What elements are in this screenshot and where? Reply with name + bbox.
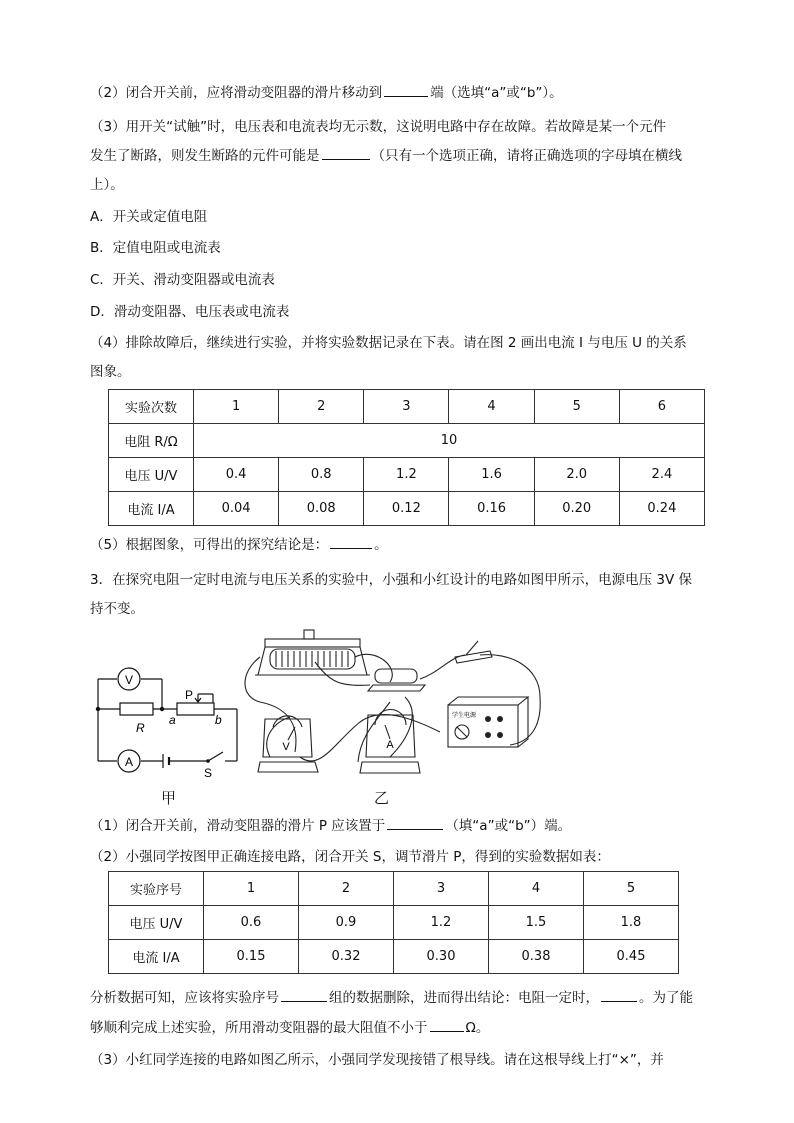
- table-cell: 1: [204, 872, 299, 906]
- q3-analysis-line1: [90, 984, 715, 1012]
- apparatus-drawing-yi: [240, 627, 550, 787]
- q3-analysis-line2: [90, 1014, 715, 1042]
- table-cell: 3: [364, 390, 449, 424]
- answer-blank[interactable]: [281, 987, 327, 1002]
- answer-blank[interactable]: [430, 1017, 464, 1032]
- table-cell: 2.0: [534, 458, 619, 492]
- table-cell: 0.8: [279, 458, 364, 492]
- q3-intro-line2: 持不变。: [90, 601, 144, 617]
- q2-part5: [90, 531, 715, 559]
- option-c: C．开关、滑动变阻器或电流表: [90, 272, 275, 288]
- table-header-cell: 实验次数: [109, 390, 194, 424]
- q2-part3-text: 发生了断路，则发生断路的元件可能是: [90, 148, 320, 164]
- table-cell: 1: [194, 390, 279, 424]
- q3-part3: （3）小红同学连接的电路如图乙所示，小强同学发现接错了根导线。请在这根导线上打“×”，并: [90, 1052, 664, 1068]
- answer-blank[interactable]: [322, 145, 370, 160]
- q3-part1-text: （1）闭合开关前，滑动变阻器的滑片 P 应该置于: [90, 818, 386, 834]
- q3-analysis-text-mid: 组的数据删除，进而得出结论：电阻一定时，: [329, 990, 599, 1006]
- q2-part3-line3: 上）。: [90, 177, 124, 193]
- power-supply-label: 学生电源: [452, 713, 477, 719]
- answer-blank[interactable]: [387, 815, 443, 830]
- option-d: D．滑动变阻器、电压表或电流表: [90, 304, 290, 320]
- ammeter-label: A: [386, 739, 394, 751]
- table-cell: 0.08: [279, 492, 364, 526]
- option-b: B．定值电阻或电流表: [90, 240, 221, 256]
- table-cell: 0.12: [364, 492, 449, 526]
- table-cell: 1.5: [489, 906, 584, 940]
- q3-analysis-text: 够顺利完成上述实验，所用滑动变阻器的最大阻值不小于: [90, 1020, 428, 1036]
- data-table-2: [108, 871, 679, 974]
- table-cell: 0.32: [299, 940, 394, 974]
- table-cell: 5: [534, 390, 619, 424]
- table-cell: 0.20: [534, 492, 619, 526]
- q3-part2: （2）小强同学按图甲正确连接电路，闭合开关 S，调节滑片 P，得到的实验数据如表：: [90, 849, 610, 865]
- q2-part3-line1: （3）用开关“试触”时，电压表和电流表均无示数，这说明电路中存在故障。若故障是某一个元件: [90, 119, 667, 135]
- figure-caption-yi: 乙: [374, 789, 390, 807]
- table-cell: 0.30: [394, 940, 489, 974]
- table-cell: 0.15: [204, 940, 299, 974]
- table-cell: 2: [299, 872, 394, 906]
- table-cell: 0.24: [619, 492, 704, 526]
- data-table-1: [108, 389, 705, 526]
- slider-label: P: [185, 688, 194, 702]
- q2-part5-text: （5）根据图象，可得出的探究结论是：: [90, 537, 329, 553]
- q2-part4-line2: 图象。: [90, 364, 131, 380]
- table-cell: 1.6: [449, 458, 534, 492]
- table-header-cell: 电压 U/V: [109, 906, 204, 940]
- circuit-diagram-jia: [90, 660, 250, 780]
- q2-part2-text: （2）闭合开关前，应将滑动变阻器的滑片移动到: [90, 85, 383, 101]
- q3-analysis-text: 分析数据可知，应该将实验序号: [90, 990, 279, 1006]
- table-header-cell: 电流 I/A: [109, 940, 204, 974]
- table-cell: 2.4: [619, 458, 704, 492]
- end-b-label: b: [215, 713, 222, 727]
- table-row: [109, 390, 705, 424]
- q2-part4-line1: （4）排除故障后，继续进行实验，并将实验数据记录在下表。请在图 2 画出电流 I 与电压 U 的关系: [90, 335, 687, 351]
- voltmeter-label: V: [282, 741, 290, 753]
- table-cell: 4: [489, 872, 584, 906]
- table-row: [109, 872, 679, 906]
- table-cell: 1.2: [394, 906, 489, 940]
- table-cell: 0.04: [194, 492, 279, 526]
- table-cell: 0.45: [584, 940, 679, 974]
- table-cell: 6: [619, 390, 704, 424]
- table-cell: 4: [449, 390, 534, 424]
- q2-part2: [90, 79, 715, 107]
- q2-part3-line2: [90, 142, 715, 170]
- table-cell: 3: [394, 872, 489, 906]
- table-row: [109, 424, 705, 458]
- ammeter-label: A: [124, 755, 134, 769]
- answer-blank[interactable]: [330, 534, 372, 549]
- table-row: [109, 458, 705, 492]
- q3-intro-line1: 3．在探究电阻一定时电流与电压关系的实验中，小强和小红设计的电路如图甲所示，电源电压 3V 保: [90, 572, 692, 588]
- table-cell: 0.38: [489, 940, 584, 974]
- figure-caption-jia: 甲: [161, 789, 177, 807]
- end-a-label: a: [169, 713, 176, 727]
- table-header-cell: 实验序号: [109, 872, 204, 906]
- table-cell: 1.8: [584, 906, 679, 940]
- q3-analysis-text-end: Ω。: [465, 1020, 490, 1036]
- answer-blank[interactable]: [384, 82, 428, 97]
- table-header-cell: 电流 I/A: [109, 492, 194, 526]
- table-cell: 1.2: [364, 458, 449, 492]
- table-cell: 0.6: [204, 906, 299, 940]
- table-cell: 0.4: [194, 458, 279, 492]
- table-header-cell: 电阻 R/Ω: [109, 424, 194, 458]
- answer-blank[interactable]: [601, 987, 637, 1002]
- q3-part1: [90, 812, 715, 840]
- table-cell: 2: [279, 390, 364, 424]
- table-cell: 0.16: [449, 492, 534, 526]
- table-row: [109, 906, 679, 940]
- table-cell: 10: [194, 424, 705, 458]
- table-cell: 0.9: [299, 906, 394, 940]
- table-row: [109, 492, 705, 526]
- q2-part2-text-end: 端（选填“a”或“b”）。: [430, 85, 563, 101]
- table-header-cell: 电压 U/V: [109, 458, 194, 492]
- q2-part5-text-end: 。: [374, 537, 388, 553]
- q3-part1-text-end: （填“a”或“b”）端。: [445, 818, 572, 834]
- table-cell: 5: [584, 872, 679, 906]
- option-a: A．开关或定值电阻: [90, 209, 208, 225]
- voltmeter-label: V: [124, 673, 134, 687]
- q3-analysis-text-end: 。为了能: [639, 990, 693, 1006]
- q2-part3-text-end: （只有一个选项正确，请将正确选项的字母填在横线: [371, 148, 682, 164]
- table-row: [109, 940, 679, 974]
- switch-label: S: [204, 766, 213, 780]
- resistor-label: R: [136, 721, 145, 735]
